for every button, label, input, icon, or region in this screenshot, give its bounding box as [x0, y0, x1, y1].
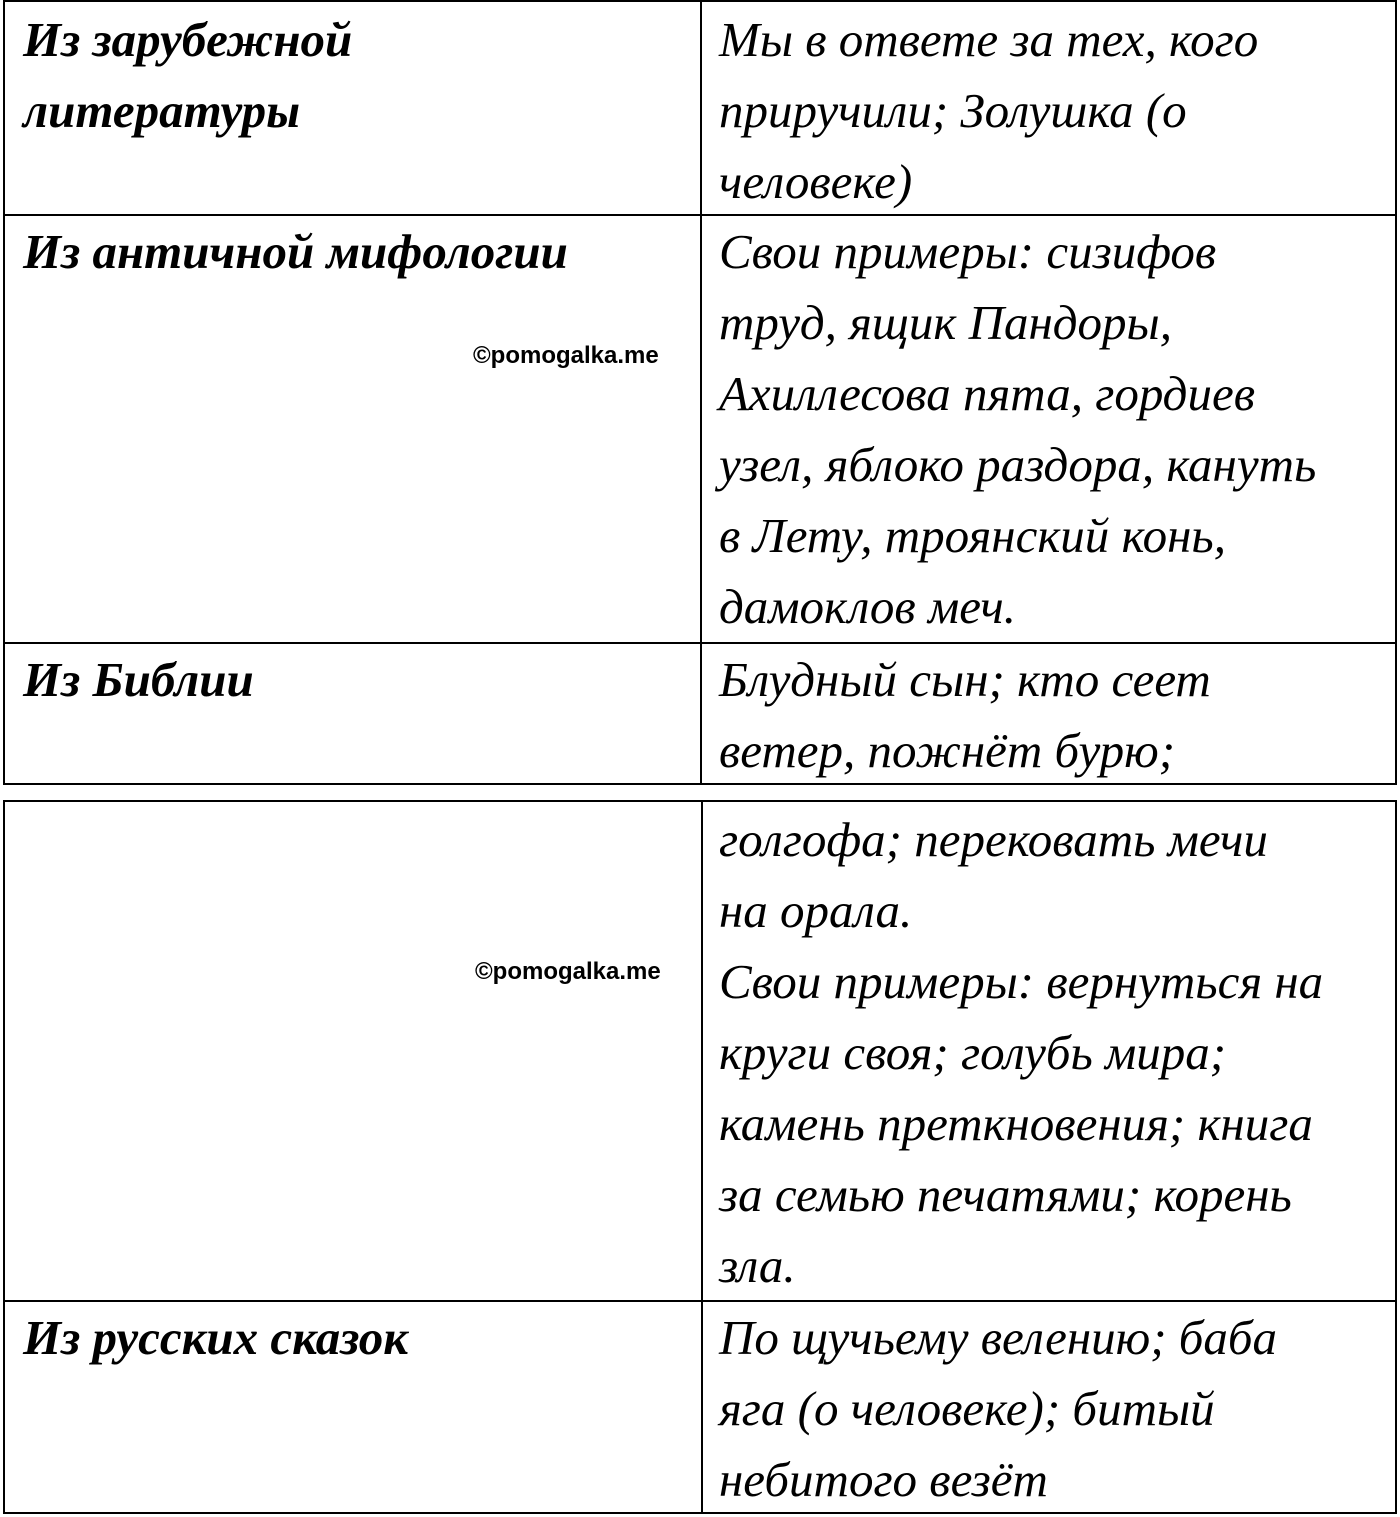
- table-row: [5, 216, 1395, 644]
- examples-cell: Мы в ответе за тех, кого приручили; Золушка (о человеке): [719, 12, 1259, 209]
- table-1: [3, 0, 1397, 785]
- table-row: [5, 2, 1395, 216]
- table-row: [5, 644, 1395, 783]
- watermark: ©pomogalka.me: [475, 958, 661, 985]
- category-cell: Из Библии: [23, 652, 254, 707]
- examples-cell: голгофа; перековать мечи на орала. Свои примеры: вернуться на круги своя; голубь мира; камень преткновения; книга за семью печатями; корень зла.: [719, 812, 1324, 1293]
- watermark: ©pomogalka.me: [473, 342, 659, 369]
- table-row: [5, 1302, 1395, 1512]
- examples-cell: По щучьему велению; баба яга (о человеке); битый небитого везёт: [719, 1310, 1278, 1507]
- examples-cell: Свои примеры: сизифов труд, ящик Пандоры, Ахиллесова пята, гордиев узел, яблоко раздора, кануть в Лету, троянский конь, дамоклов меч.: [719, 224, 1317, 634]
- table-row: [5, 802, 1395, 1302]
- category-cell: Из зарубежной литературы: [23, 12, 353, 138]
- category-cell: Из античной мифологии: [23, 224, 568, 279]
- examples-cell: Блудный сын; кто сеет ветер, пожнёт бурю;: [719, 652, 1211, 778]
- category-cell: Из русских сказок: [23, 1310, 409, 1365]
- table-2: [3, 800, 1397, 1514]
